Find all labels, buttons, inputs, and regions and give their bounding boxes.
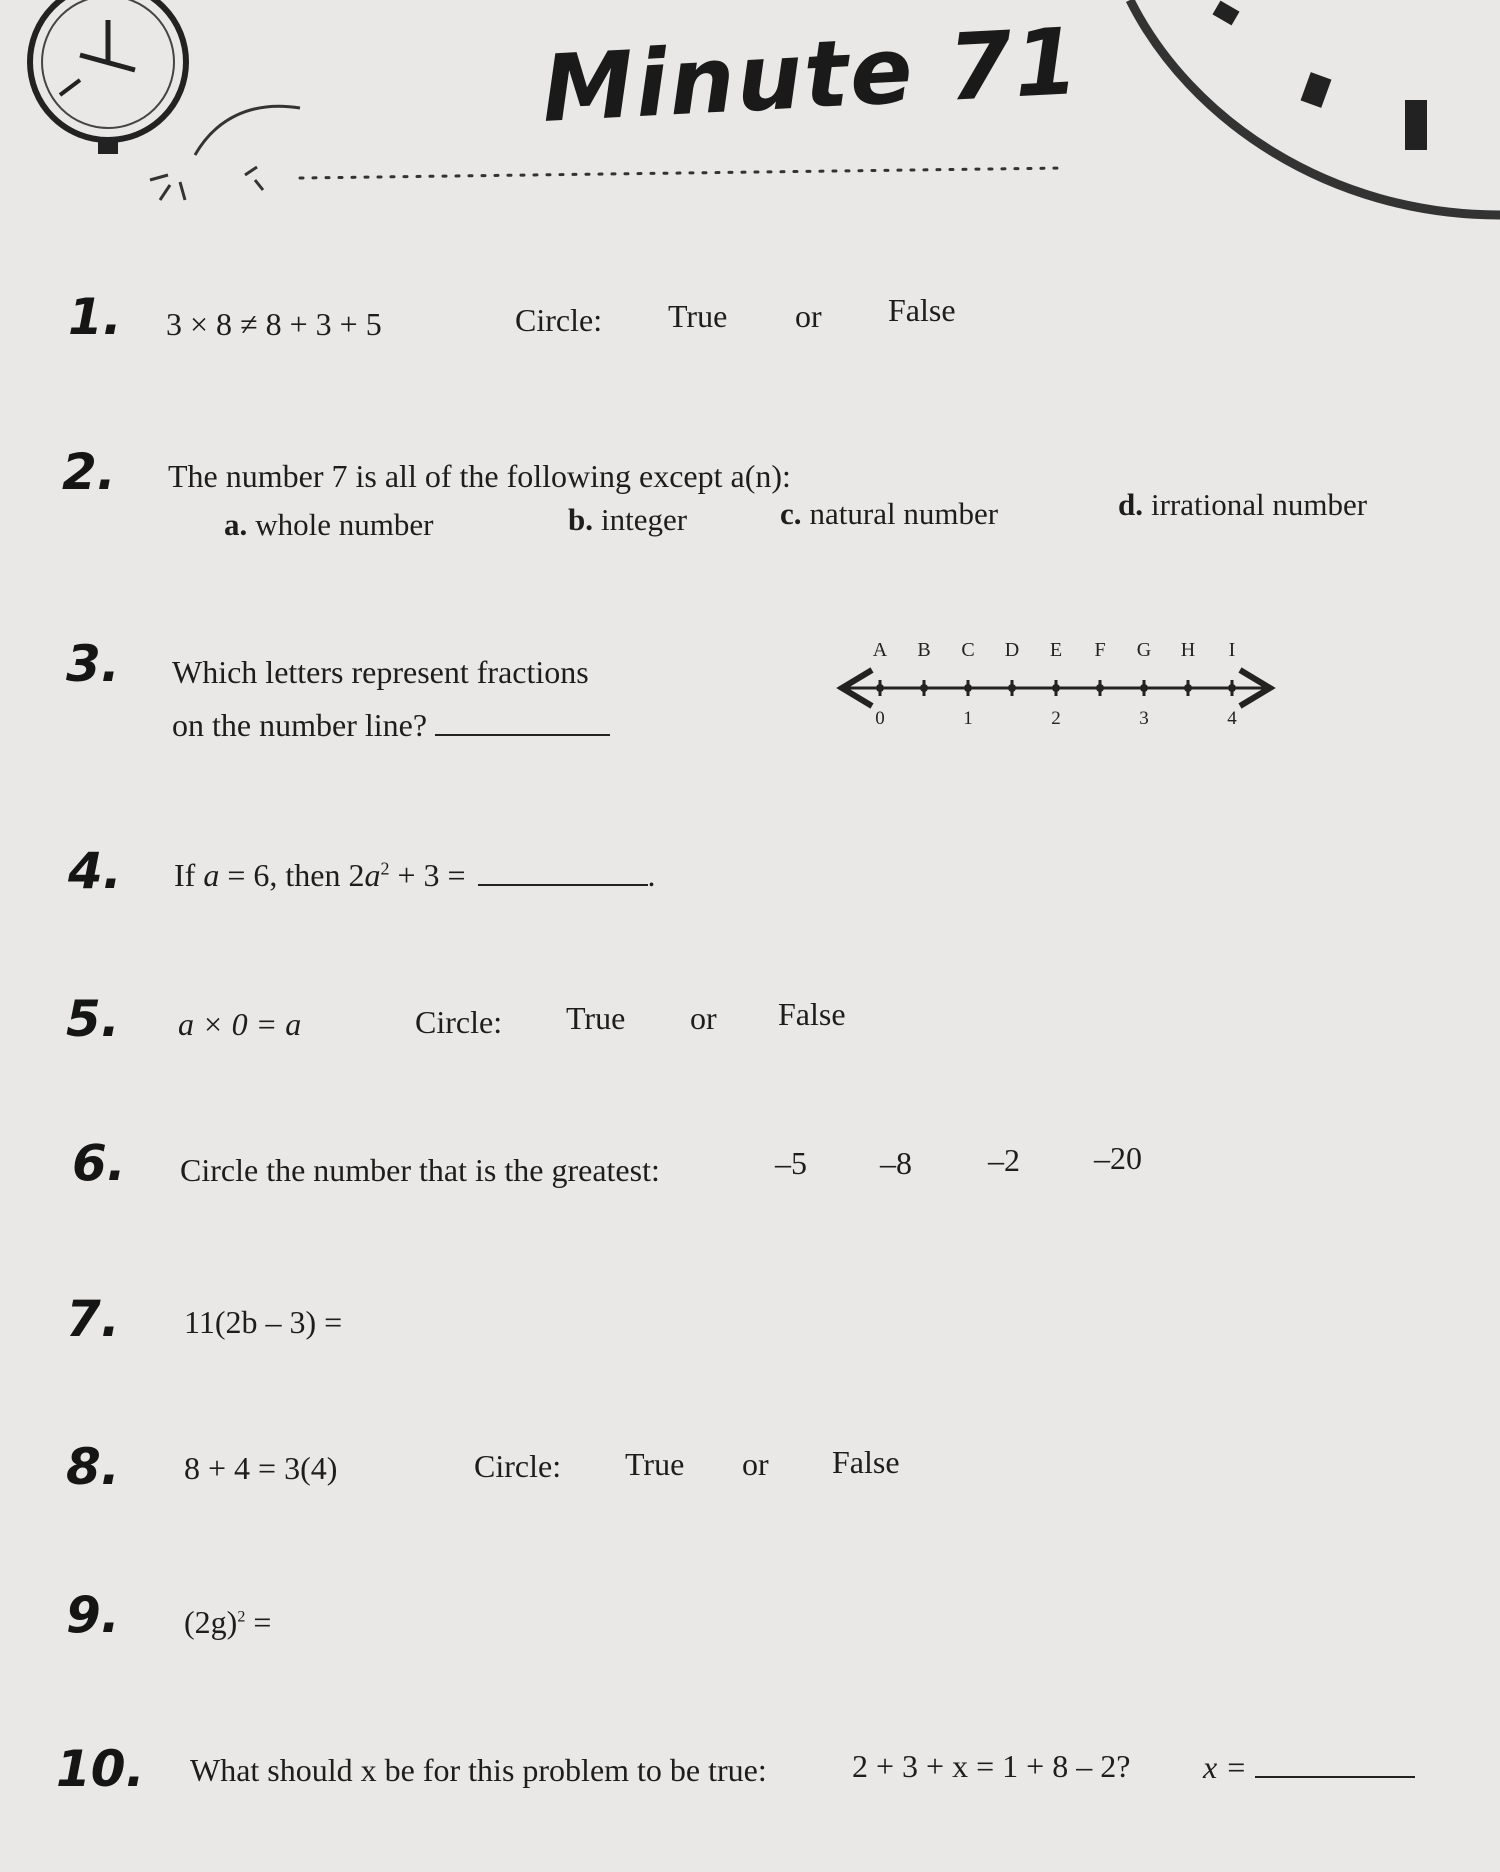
number-line-letter: A [872, 639, 888, 661]
q10-answer-blank[interactable] [1255, 1748, 1415, 1778]
q10-prompt: What should x be for this problem to be true: [190, 1752, 767, 1788]
number-line-letter: D [1004, 639, 1020, 661]
number-line-letter: G [1136, 639, 1152, 661]
q7-expression: 11(2b – 3) = [184, 1304, 343, 1340]
q2-option-d[interactable]: d. irrational number [1118, 487, 1368, 522]
question-number-1: 1. [68, 288, 122, 346]
q3-answer-blank[interactable] [435, 706, 610, 736]
question-number-6: 6. [72, 1134, 126, 1192]
stopwatch-icon [30, 0, 186, 154]
q8-or-label: or [742, 1446, 769, 1482]
q6-choice-4[interactable]: –20 [1094, 1140, 1142, 1176]
q2-option-b[interactable]: b. integer [568, 502, 688, 537]
number-line-point [920, 684, 928, 692]
question-number-2: 2. [62, 443, 116, 501]
number-line-point [1096, 684, 1104, 692]
q1-or-label: or [795, 298, 822, 334]
question-number-8: 8. [66, 1438, 120, 1496]
q1-expression: 3 × 8 ≠ 8 + 3 + 5 [166, 306, 382, 342]
question-number-4: 4. [68, 842, 122, 900]
number-line-letter: H [1180, 639, 1196, 661]
number-line-point [1184, 684, 1192, 692]
number-line-letter: E [1049, 639, 1063, 661]
number-line-point [1008, 684, 1016, 692]
number-line-letter: C [961, 639, 975, 661]
q5-false-option[interactable]: False [778, 996, 846, 1032]
question-number-5: 5. [66, 990, 120, 1048]
number-line-number: 3 [1139, 708, 1149, 729]
page-title: Minute 71 [539, 7, 1083, 144]
question-number-7: 7. [66, 1290, 120, 1348]
number-line-letter: I [1228, 639, 1236, 661]
q2-prompt: The number 7 is all of the following except a(n): [168, 458, 791, 494]
q5-or-label: or [690, 1000, 717, 1036]
number-line-point [1052, 684, 1060, 692]
q4-answer-blank[interactable] [478, 856, 648, 886]
number-line-number: 1 [963, 708, 973, 729]
q2-option-a[interactable]: a. whole number [224, 507, 434, 542]
number-line-letter: B [917, 639, 931, 661]
q10-answer-label: x = [1203, 1748, 1415, 1786]
q1-circle-label: Circle: [515, 302, 603, 338]
question-number-10: 10. [56, 1740, 145, 1798]
q6-choice-3[interactable]: –2 [988, 1142, 1020, 1178]
q6-prompt: Circle the number that is the greatest: [180, 1152, 660, 1188]
q1-false-option[interactable]: False [888, 292, 956, 328]
q2-option-c[interactable]: c. natural number [780, 496, 999, 531]
number-line-point [1140, 684, 1148, 692]
q3-line1: Which letters represent fractions [172, 654, 589, 690]
q8-true-option[interactable]: True [625, 1446, 685, 1482]
q5-circle-label: Circle: [415, 1004, 503, 1040]
q8-expression: 8 + 4 = 3(4) [184, 1450, 338, 1486]
number-line-number: 0 [875, 708, 885, 729]
q6-choice-1[interactable]: –5 [775, 1145, 807, 1181]
q3-line2: on the number line? [172, 706, 610, 744]
question-number-9: 9. [66, 1586, 120, 1644]
number-line-letter: F [1094, 639, 1106, 661]
clock-arc-icon [1130, 0, 1500, 215]
question-number-3: 3. [66, 635, 120, 693]
q6-choice-2[interactable]: –8 [880, 1145, 912, 1181]
burst-icon [150, 106, 300, 200]
q5-true-option[interactable]: True [566, 1000, 626, 1036]
dotted-rule [300, 168, 1065, 178]
q9-expression: $(2g)^2$ = [184, 1604, 272, 1640]
q5-expression: a × 0 = a [178, 1006, 302, 1042]
number-line-point [1228, 684, 1236, 692]
number-line-point [964, 684, 972, 692]
q1-true-option[interactable]: True [668, 298, 728, 334]
q8-circle-label: Circle: [474, 1448, 562, 1484]
number-line-number: 4 [1227, 708, 1237, 729]
number-line-number: 2 [1051, 708, 1061, 729]
number-line-point [876, 684, 884, 692]
q8-false-option[interactable]: False [832, 1444, 900, 1480]
q10-expression: 2 + 3 + x = 1 + 8 – 2? [852, 1748, 1131, 1784]
q4-expression: If a = 6, then $2a^2 + 3$ = . [174, 857, 656, 893]
number-line [830, 620, 1290, 740]
